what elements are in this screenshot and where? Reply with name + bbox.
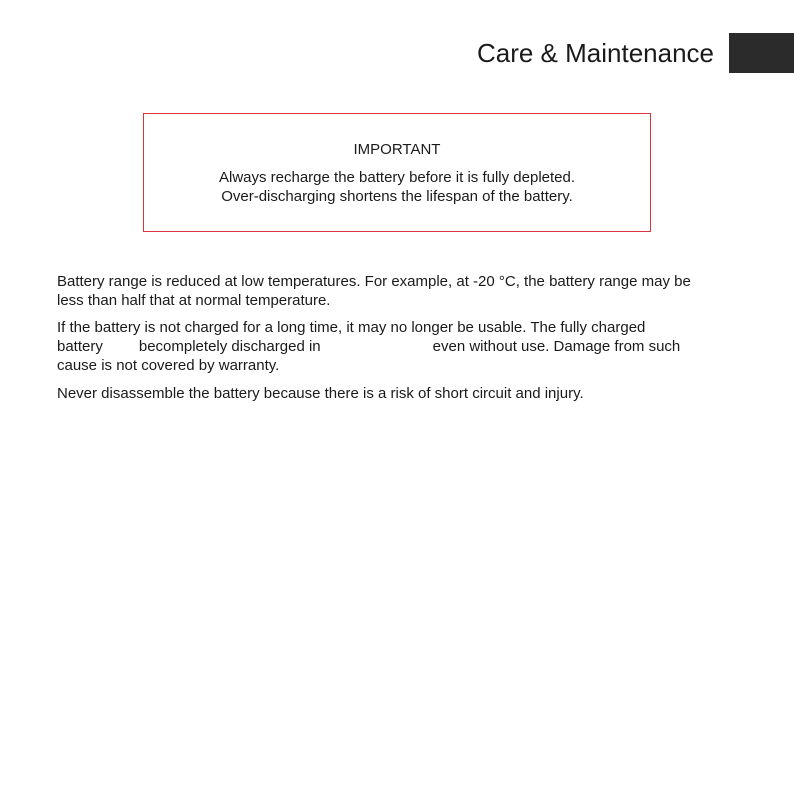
- paragraph-line: Battery range is reduced at low temperatures. For example, at -20 °C, the battery range may be: [57, 273, 691, 290]
- notice-line-2: Over-discharging shortens the lifespan of the battery.: [221, 188, 573, 205]
- page-title: Care & Maintenance: [476, 38, 714, 68]
- paragraph-long-storage: [57, 318, 747, 375]
- section-tab-marker: [729, 33, 794, 73]
- paragraph-fragment: battery: [57, 338, 103, 355]
- notice-line-1: Always recharge the battery before it is fully depleted.: [218, 169, 576, 186]
- notice-heading: IMPORTANT: [353, 141, 441, 158]
- paragraph-line: Never disassemble the battery because there is a risk of short circuit and injury.: [57, 385, 584, 402]
- paragraph-line: less than half that at normal temperature.: [57, 292, 331, 309]
- paragraph-line: cause is not covered by warranty.: [57, 357, 280, 374]
- paragraph-fragment: even without use. Damage from such: [432, 338, 681, 355]
- paragraph-line: If the battery is not charged for a long time, it may no longer be usable. The fully charged: [57, 319, 646, 336]
- important-notice-box: [143, 113, 651, 232]
- paragraph-line-with-gaps: [57, 337, 747, 356]
- page-header: [0, 0, 794, 90]
- paragraph-low-temperature: [57, 272, 747, 310]
- paragraph-fragment: becompletely discharged in: [138, 338, 321, 355]
- paragraph-disassembly-warning: [57, 384, 747, 403]
